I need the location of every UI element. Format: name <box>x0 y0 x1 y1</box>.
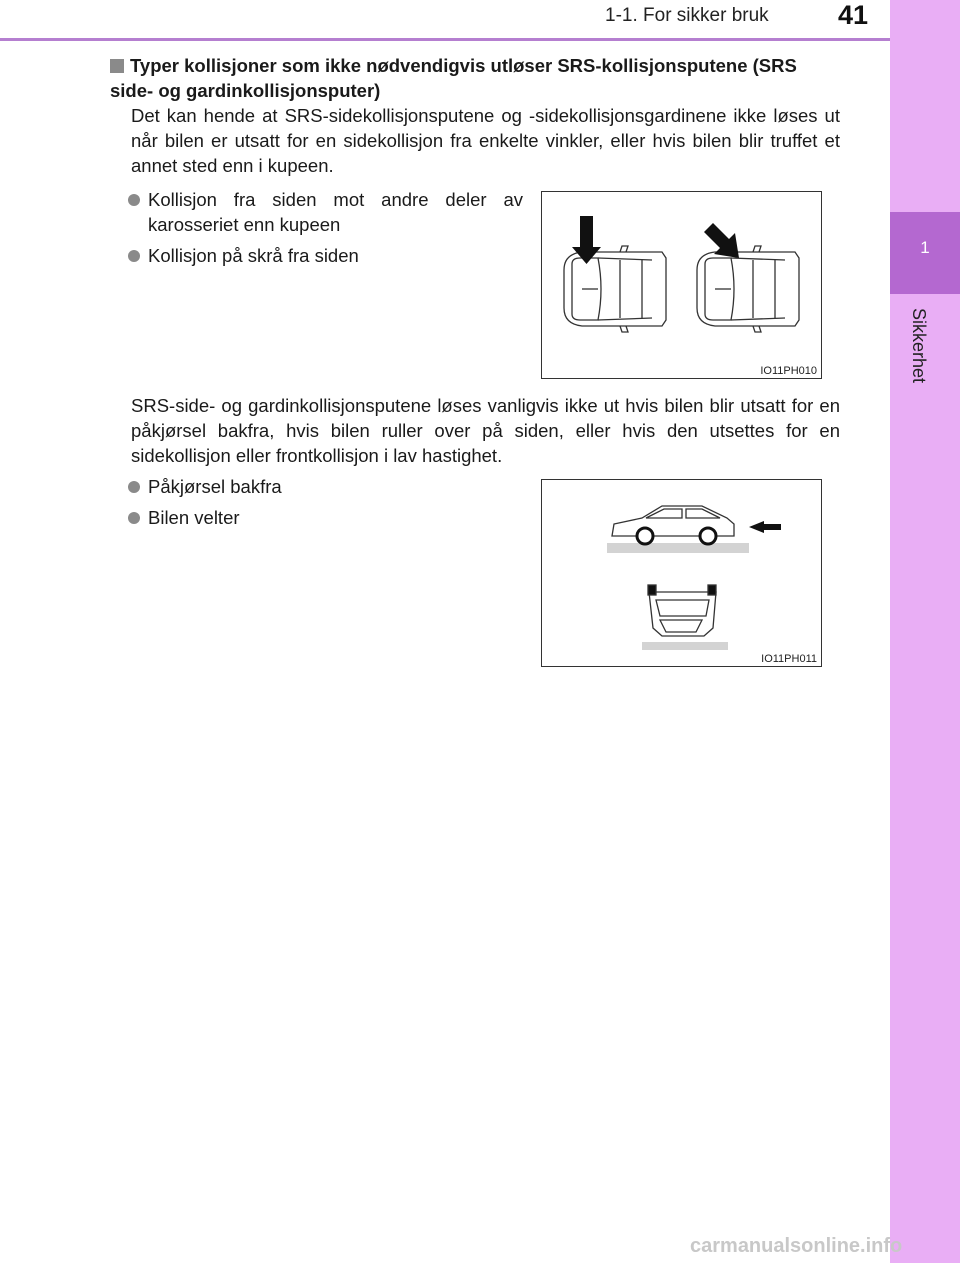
side-collision-illustration <box>542 192 821 378</box>
wheel-icon <box>637 528 653 544</box>
bullet-dot-icon <box>128 194 140 206</box>
bullet-list-rear <box>128 474 523 536</box>
bullet-dot-icon <box>128 512 140 524</box>
chapter-number: 1 <box>920 238 930 257</box>
ground-strip <box>642 642 728 650</box>
car-top-view-left <box>564 246 666 332</box>
figure-side-collision <box>541 191 822 379</box>
arrow-down-icon <box>572 216 601 264</box>
page-number: 41 <box>838 0 869 30</box>
car-overturned <box>648 585 716 636</box>
section-heading <box>110 53 840 103</box>
watermark: carmanualsonline.info <box>690 1235 903 1257</box>
paragraph-no-deploy: SRS-side- og gardinkollisjonsputene løses vanligvis ikke ut hvis bilen blir utsatt for en påkjørsel bakfra, hvis bilen ruller over på siden, eller hvis den utsettes for en sidekollisjon eller frontkollisjon i lav hastighet. <box>131 395 840 466</box>
list-item: Bilen velter <box>128 505 523 530</box>
heading-text: Typer kollisjoner som ikke nødvendigvis utløser SRS-kollisjonsputene (SRS side- og gardinkollisjonsputer) <box>110 55 797 101</box>
figure-rear-rollover <box>541 479 822 667</box>
chapter-title: Sikkerhet <box>909 308 929 384</box>
side-tab <box>890 0 960 1263</box>
header-rule <box>0 38 890 41</box>
bullet-dot-icon <box>128 250 140 262</box>
bullet-list-side <box>128 187 523 274</box>
header-section: 1-1. For sikker bruk <box>605 5 769 26</box>
list-item: Påkjørsel bakfra <box>128 474 523 499</box>
list-item: Kollisjon fra siden mot andre deler av karosseriet enn kupeen <box>128 187 523 237</box>
wheel-icon <box>700 528 716 544</box>
figure-code: IO11PH011 <box>761 653 817 665</box>
arrow-left-icon <box>749 521 781 533</box>
figure-code: IO11PH010 <box>760 365 817 377</box>
list-item: Kollisjon på skrå fra siden <box>128 243 523 268</box>
rear-rollover-illustration <box>542 480 821 666</box>
bullet-dot-icon <box>128 481 140 493</box>
car-top-view-right <box>697 246 799 332</box>
square-bullet-icon <box>110 59 124 73</box>
paragraph-side-impact: Det kan hende at SRS-sidekollisjonsputene og -sidekollisjonsgardinene ikke løses ut når bilen er utsatt for en sidekollisjon fra enkelte vinkler, eller hvis bilen blir truffet et annet sted enn i kupeen. <box>131 105 840 176</box>
ground-strip <box>607 543 749 553</box>
